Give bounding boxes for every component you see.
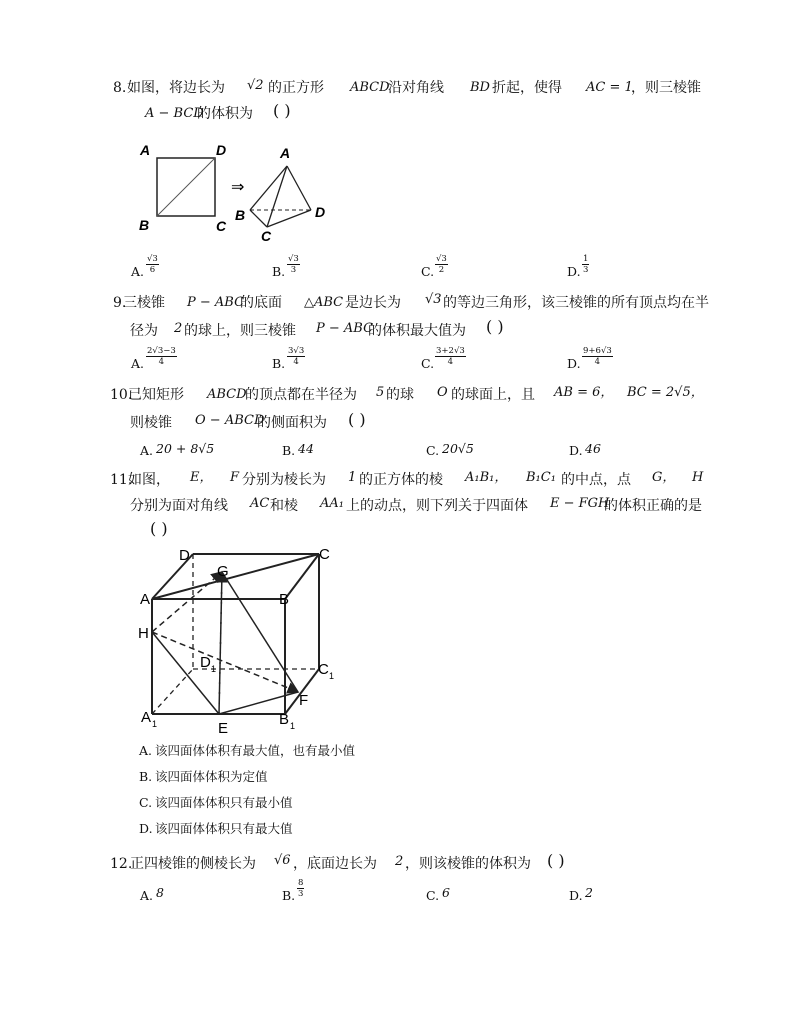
- q9-math: P − ABC: [187, 295, 245, 310]
- q11-math: A₁B₁，: [465, 470, 508, 485]
- q8-text: 沿对角线: [388, 80, 444, 96]
- option-D: D.: [567, 264, 581, 279]
- answer-paren: ( ): [486, 317, 504, 336]
- option-D-value: 2: [585, 885, 593, 900]
- option-C: C.: [421, 356, 435, 371]
- option-A-value: 8: [156, 885, 164, 900]
- fig-label-D: D: [216, 142, 227, 158]
- option-B-fraction: $\frac{8}{3}$: [298, 878, 304, 899]
- q9-number: 9.: [113, 295, 127, 311]
- cube-label-C1: C: [318, 661, 329, 678]
- q10-math: AB = 6，: [554, 385, 614, 400]
- q10-math: O: [437, 385, 448, 400]
- answer-paren: ( ): [150, 519, 168, 538]
- option-B: B.: [272, 356, 286, 371]
- q11-math: E − FGH: [550, 496, 610, 511]
- q11-number: 11.: [110, 472, 133, 488]
- fig-label-C: C: [261, 228, 272, 244]
- q8-math: A − BCD: [145, 106, 204, 121]
- cube-label-C1-sub: 1: [329, 671, 335, 681]
- q11-text: 上的动点，则下列关于四面体: [346, 498, 528, 514]
- cube-label-G: G: [217, 563, 229, 580]
- option-C-value: 20√5: [442, 441, 474, 456]
- q9-math: √3: [425, 292, 442, 307]
- q11-text: 如图，: [128, 472, 170, 488]
- answer-paren: ( ): [273, 101, 291, 120]
- q11-text: 和棱: [270, 498, 298, 514]
- q10-math: ABCD: [207, 387, 247, 402]
- q9-math: 2: [174, 321, 183, 336]
- option-C: C.: [426, 443, 440, 458]
- q11-cube-figure: [138, 542, 348, 738]
- q10-text: 已知矩形: [128, 387, 184, 403]
- q9-math: P − ABC: [316, 321, 374, 336]
- cube-label-A1: A: [141, 709, 152, 726]
- cube-label-B1-sub: 1: [290, 721, 296, 731]
- q9-text: 径为: [130, 323, 158, 339]
- q11-text: 分别为棱长为: [242, 472, 326, 488]
- q8-math: BD: [470, 80, 490, 95]
- q10-math: BC = 2√5，: [627, 385, 704, 400]
- option-A-text: 该四面体体积有最大值，也有最小值: [155, 743, 356, 758]
- option-C-fraction: $\frac{√3}{2}$: [436, 254, 447, 275]
- q8-text: 的体积为: [197, 106, 253, 122]
- option-C: C.: [139, 795, 153, 810]
- option-A: A.: [131, 264, 145, 279]
- q11-math: H: [692, 470, 704, 485]
- option-D-text: 该四面体体积只有最大值: [155, 821, 293, 836]
- option-B-fraction: $\frac{√3}{3}$: [288, 254, 299, 275]
- q11-text: 的正方体的棱: [359, 472, 443, 488]
- option-B: B.: [272, 264, 286, 279]
- cube-label-D1: D: [200, 654, 211, 671]
- q12-number: 12.: [110, 856, 133, 872]
- option-D: D.: [567, 356, 581, 371]
- cube-label-E: E: [218, 720, 229, 737]
- option-B-fraction: $\frac{3√3}{4}$: [288, 346, 305, 367]
- arrow-icon: ⇒: [231, 179, 245, 196]
- q10-text: 的球: [386, 387, 414, 403]
- q9-text: 的底面: [240, 295, 282, 311]
- option-B-text: 该四面体体积为定值: [155, 769, 268, 784]
- q12-math: 2: [395, 854, 404, 869]
- option-B: B.: [282, 888, 296, 903]
- q11-math: F: [230, 470, 240, 485]
- q11-math: AC: [250, 496, 270, 511]
- option-B: B.: [282, 443, 296, 458]
- fig-label-C: C: [216, 218, 227, 234]
- q10-text: 则棱锥: [130, 415, 172, 431]
- option-C-value: 6: [442, 885, 450, 900]
- option-D-fraction: $\frac{9+6√3}{4}$: [583, 346, 612, 367]
- option-A: A.: [131, 356, 145, 371]
- q8-math: AC = 1: [586, 80, 633, 95]
- q8-math: ABCD: [350, 80, 390, 95]
- cube-label-B1: B: [279, 711, 290, 728]
- q9-text: 的球上，则三棱锥: [184, 323, 296, 339]
- q8-figure: [130, 136, 340, 244]
- cube-label-A1-sub: 1: [152, 719, 158, 729]
- q12-text: ，底面边长为: [293, 856, 377, 872]
- option-D: D.: [569, 888, 583, 903]
- cube-label-D: D: [179, 547, 190, 564]
- option-A-value: 20 + 8√5: [156, 441, 215, 456]
- q10-math: 5: [376, 385, 385, 400]
- fig-label-D: D: [315, 204, 326, 220]
- option-D-value: 46: [585, 441, 601, 456]
- q10-text: 的球面上，且: [451, 387, 535, 403]
- option-C: C.: [421, 264, 435, 279]
- q11-math: G，: [652, 470, 676, 485]
- q11-text: 的体积正确的是: [604, 498, 702, 514]
- q12-math: √6: [274, 853, 291, 868]
- option-D: D.: [569, 443, 583, 458]
- q11-text: 的中点，点: [561, 472, 631, 488]
- fig-label-B: B: [235, 207, 246, 223]
- q12-text: 正四棱锥的侧棱长为: [130, 856, 256, 872]
- option-C-fraction: $\frac{3+2√3}{4}$: [436, 346, 465, 367]
- cube-label-D1-sub: 1: [211, 664, 217, 674]
- option-D: D.: [139, 821, 153, 836]
- cube-label-A: A: [140, 591, 151, 608]
- cube-label-H: H: [138, 625, 149, 642]
- option-C-text: 该四面体体积只有最小值: [155, 795, 293, 810]
- answer-paren: ( ): [348, 410, 366, 429]
- q9-text: 是边长为: [345, 295, 401, 311]
- option-A: A.: [140, 443, 154, 458]
- q8-text: 的正方形: [268, 80, 324, 96]
- q10-math: O − ABCD: [195, 413, 265, 428]
- q10-text: 的侧面积为: [257, 415, 327, 431]
- q11-math: 1: [348, 470, 357, 485]
- q8-number: 8.: [113, 80, 127, 96]
- option-A-fraction: $\frac{√3}{6}$: [147, 254, 158, 275]
- q9-math: △ABC: [304, 295, 344, 310]
- q8-text: 如图，将边长为: [127, 80, 225, 96]
- option-A: A.: [140, 888, 154, 903]
- fig-label-A: A: [140, 142, 151, 158]
- q9-text: 三棱锥: [123, 295, 165, 311]
- option-A: A.: [139, 743, 153, 758]
- q11-text: 分别为面对角线: [130, 498, 228, 514]
- q9-text: 的体积最大值为: [368, 323, 466, 339]
- option-B-value: 44: [298, 441, 314, 456]
- option-C: C.: [426, 888, 440, 903]
- option-D-fraction: $\frac{1}{3}$: [583, 254, 589, 275]
- fig-label-A: A: [280, 145, 291, 161]
- q10-text: 的顶点都在半径为: [245, 387, 357, 403]
- answer-paren: ( ): [547, 851, 565, 870]
- q11-math: B₁C₁: [526, 470, 556, 485]
- fig-label-B: B: [139, 217, 150, 233]
- q8-math: √2: [247, 78, 264, 93]
- cube-label-C: C: [319, 546, 330, 563]
- cube-label-B: B: [279, 591, 290, 608]
- q11-math: AA₁: [320, 496, 344, 511]
- q9-text: 的等边三角形，该三棱锥的所有顶点均在半: [443, 295, 709, 311]
- option-B: B.: [139, 769, 153, 784]
- option-A-fraction: $\frac{2√3-3}{4}$: [147, 346, 176, 367]
- q10-number: 10.: [110, 387, 133, 403]
- q11-math: E，: [190, 470, 213, 485]
- q8-text: 折起，使得: [492, 80, 562, 96]
- cube-label-F: F: [299, 692, 309, 709]
- q12-text: ，则该棱锥的体积为: [405, 856, 531, 872]
- q8-text: ，则三棱锥: [631, 80, 701, 96]
